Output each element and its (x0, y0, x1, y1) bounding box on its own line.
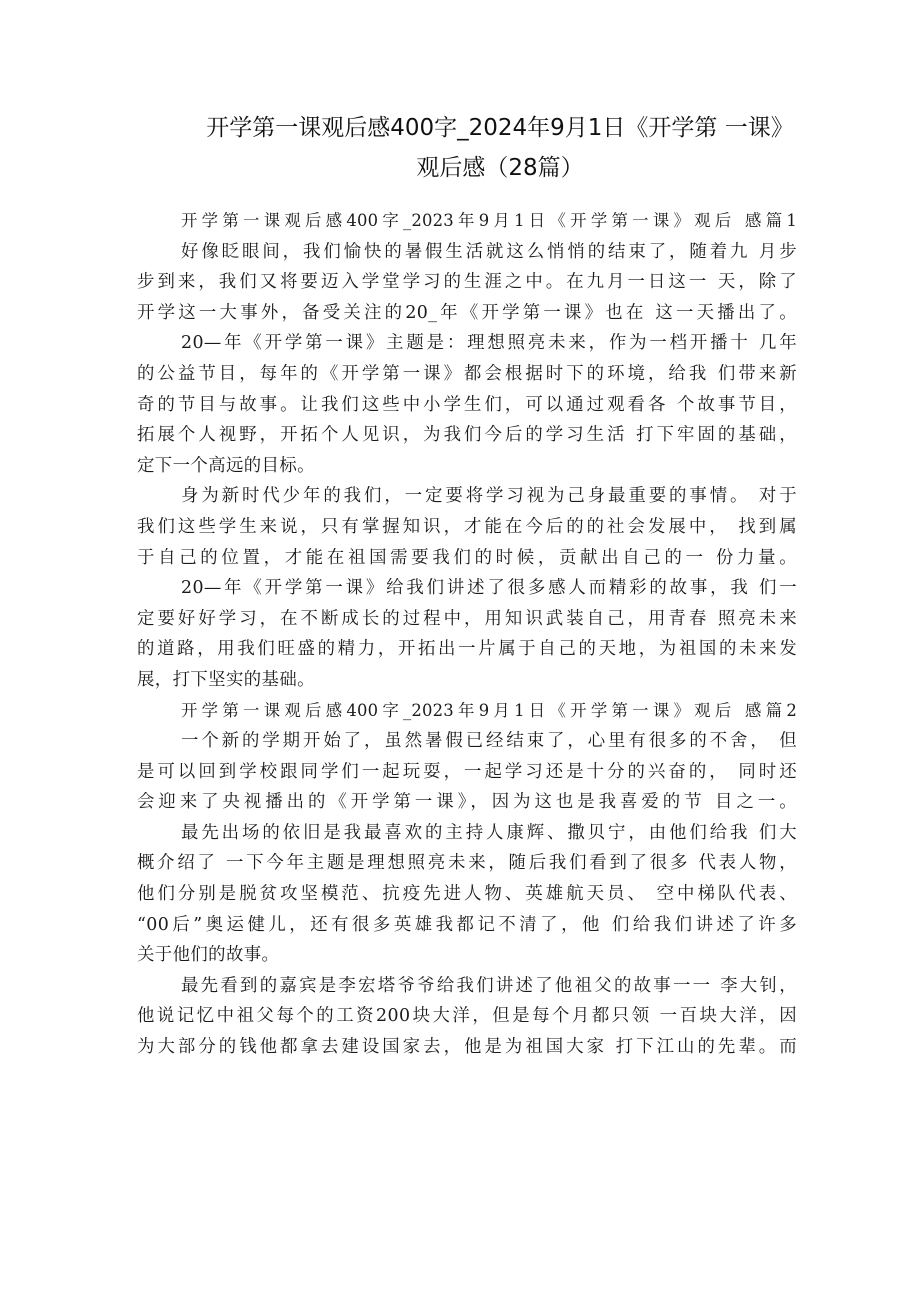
text-line: 身为新时代少年的我们，一定要将学习视为己身最重要的事情。 对于 (181, 486, 797, 507)
text-line: 开学这一大事外，备受关注的20_年《开学第一课》也在 这一天播出了。 (137, 302, 797, 323)
section-heading-line: 开学第一课观后感400字_2023年9月1日《开学第一课》观后 感篇2 (181, 700, 797, 720)
text-line: 概介绍了 一下今年主题是理想照亮未来，随后我们看到了很多 代表人物， (137, 853, 797, 874)
page-title (150, 108, 850, 188)
section-heading-line: 开学第一课观后感400字_2023年9月1日《开学第一课》观后 感篇1 (181, 211, 797, 230)
text-line: 好像眨眼间，我们愉快的暑假生活就这么悄悄的结束了，随着九 月步 (181, 241, 797, 262)
text-line: 展，打下坚实的基础。 (137, 669, 315, 690)
text-line: 拓展个人视野，开拓个人见识，为我们今后的学习生活 打下牢固的基础， (137, 425, 797, 446)
text-line: 奇的节目与故事。让我们这些中小学生们，可以通过观看各 个故事节目， (137, 394, 797, 415)
text-line: 会迎来了央视播出的《开学第一课》，因为这也是我喜爱的节 目之一。 (137, 792, 797, 813)
text-line: 20—年《开学第一课》给我们讲述了很多感人而精彩的故事，我 们一 (181, 578, 797, 599)
text-line: 定要好好学习，在不断成长的过程中，用知识武装自己，用青春 照亮未来 (137, 608, 797, 629)
page-title-line-2: 观后感（28篇） (416, 155, 584, 181)
text-line: 于自己的位置，才能在祖国需要我们的时候，贡献出自己的一 份力量。 (137, 547, 797, 568)
text-line: 的公益节目，每年的《开学第一课》都会根据时下的环境，给我 们带来新 (137, 363, 797, 384)
text-line: 定下一个高远的目标。 (137, 455, 315, 476)
text-line: “00后”奥运健儿，还有很多英雄我都记不清了，他 们给我们讲述了许多 (137, 914, 797, 935)
text-line: 的道路，用我们旺盛的精力，开拓出一片属于自己的天地，为祖国的未来发 (137, 639, 797, 660)
text-line: 他说记忆中祖父每个的工资200块大洋，但是每个月都只领 一百块大洋，因 (137, 1006, 797, 1027)
text-line: 最先出场的依旧是我最喜欢的主持人康辉、撒贝宁，由他们给我 们大 (181, 822, 797, 843)
page-title-line-1: 开学第一课观后感400字_2024年9月1日《开学第 一课》 (206, 115, 794, 141)
text-line: 关于他们的故事。 (137, 945, 280, 966)
text-line: 他们分别是脱贫攻坚模范、抗疫先进人物、英雄航天员、 空中梯队代表、 (137, 884, 797, 905)
text-line: 最先看到的嘉宾是李宏塔爷爷给我们讲述了他祖父的故事一一 李大钊， (181, 975, 797, 996)
text-line: 一个新的学期开始了，虽然暑假已经结束了，心里有很多的不舍， 但 (181, 731, 797, 752)
text-line: 20—年《开学第一课》主题是：理想照亮未来，作为一档开播十 几年 (181, 333, 797, 354)
text-line: 是可以回到学校跟同学们一起玩耍，一起学习还是十分的兴奋的， 同时还 (137, 761, 797, 782)
document-body (137, 206, 797, 1063)
text-line: 为大部分的钱他都拿去建设国家去，他是为祖国大家 打下江山的先辈。而 (137, 1037, 797, 1058)
text-line: 我们这些学生来说，只有掌握知识，才能在今后的的社会发展中， 找到属 (137, 516, 797, 537)
text-line: 步到来，我们又将要迈入学堂学习的生涯之中。在九月一日这一 天，除了 (137, 272, 797, 293)
